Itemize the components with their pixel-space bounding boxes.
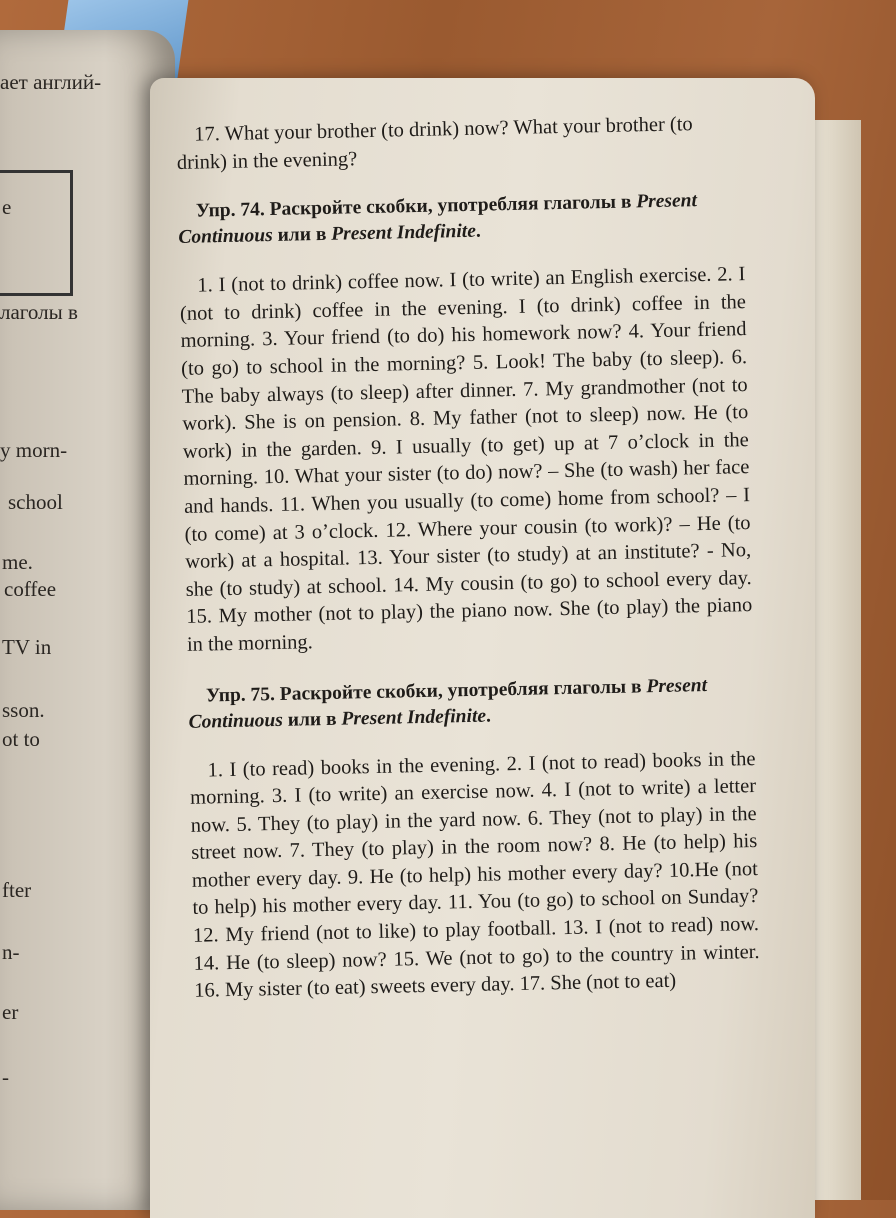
left-page-text-fragment: TV in	[2, 635, 52, 659]
exercise-73-item-17: 17. What your brother (to drink) now? What your brother (to drink) in the evening?	[176, 113, 693, 174]
exercise-75-body: 1. I (to read) books in the evening. 2. I (not to read) books in the morning. 3. I (to write) an exercise now. 4. I (not to write) a letter now. 5. They (to play) in the yard now. 6. They (not to play) in the street now. 7. They (to play) in the room now? 8. He (to help) his mother every day. 9. He (to help) his mother every day? 10.He (not to help) his mother every day. 11. You (to go) to school on Sunday? 12. My friend (not to like) to play football. 13. I (not to read) now. 14. He (to sleep) now? 15. We (not to go) to the country in winter. 16. My sister (to eat) sweets every day. 17. She (not to eat)	[189, 747, 760, 1003]
exercise-74-body: 1. I (not to drink) coffee now. I (to write) an English exercise. 2. I (not to drink) coffee in the evening. I (to drink) coffee in the morning. 3. Your friend (to do) his homework now? 4. Your friend (to go) to school in the morning? 5. Look! The baby (to sleep). 6. The baby always (to sleep) after dinner. 7. My grandmother (not to work). She is on pension. 8. My father (not to sleep) now. He (to work) in the garden. 9. I usually (to get) up at 7 o’clock in the morning. 10. What your sister (to do) now? – She (to wash) her face and hands. 11. When you usually (to come) home from school? – I (to come) at 3 o’clock. 12. Where your cousin (to work)? – He (to work) at a hospital. 13. Your sister (to study) at an institute? - No, she (to study) at school. 14. My cousin (to go) to school every day. 15. My mother (not to play) the piano now. She (to play) the piano in the morning.	[179, 263, 753, 656]
page-content	[176, 110, 760, 1006]
left-page-text-fragment: y morn-	[0, 438, 68, 462]
left-page-text-fragment: sson.	[2, 698, 45, 722]
left-page-text-fragment: me.	[2, 550, 33, 574]
exercise-75-heading: Упр. 75. Раскройте скобки, употребляя глаголы в Present Continuous или в Present Indefinite.	[188, 674, 708, 733]
exercise-74-heading: Упр. 74. Раскройте скобки, употребляя глаголы в Present Continuous или в Present Indefinite.	[178, 190, 698, 249]
left-page-text-fragment: er	[2, 1000, 19, 1024]
left-page-text-fragment: ает англий-	[0, 70, 102, 94]
left-page-text-fragment: n-	[2, 940, 20, 964]
left-page-frame-box	[0, 170, 73, 296]
left-page-text-fragment: ot to	[2, 727, 40, 751]
left-page-text-fragment: лаголы в	[0, 300, 78, 324]
left-page	[0, 30, 175, 1210]
left-page-text-fragment: fter	[2, 878, 32, 902]
left-page-text-fragment: coffee	[4, 577, 57, 601]
left-page-text-fragment: school	[8, 490, 63, 514]
left-page-text-fragment: e	[2, 195, 12, 219]
left-page-text-fragment: -	[2, 1065, 9, 1089]
